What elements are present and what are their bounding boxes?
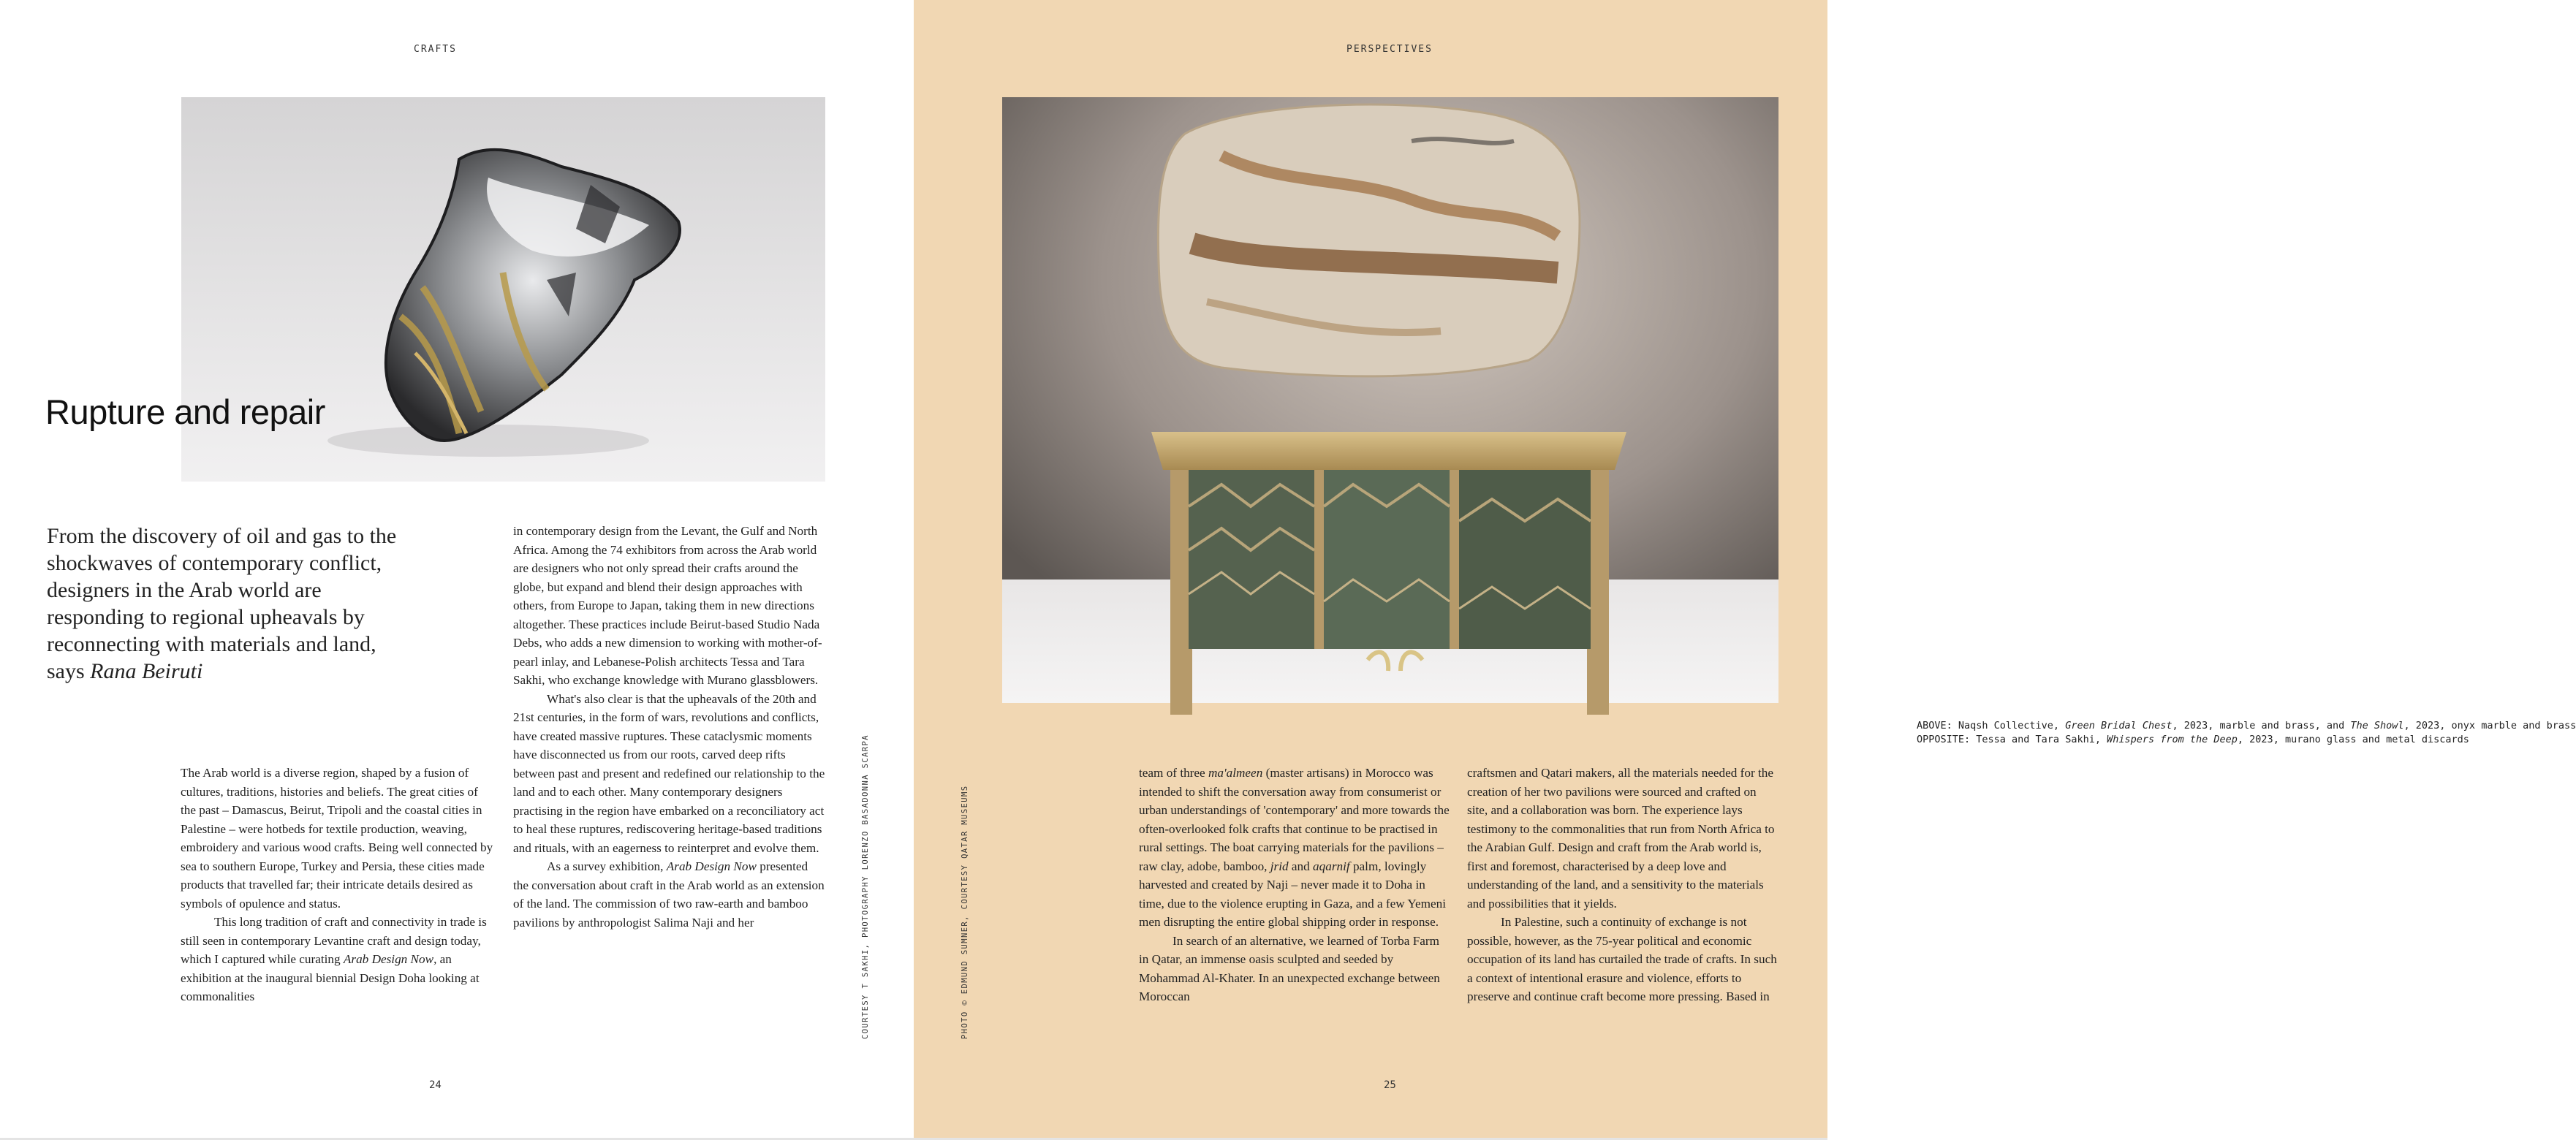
page-number: 24 <box>429 1079 442 1091</box>
paragraph: The Arab world is a diverse region, shaped by a fusion of cultures, traditions, histories and beliefs. The great cities of the past – Damascus, Beirut, Tripoli and the coastal cities in Palestine – were hotbeds for textile production, weaving, embroidery and various wood crafts. Being well connected by sea to southern Europe, Turkey and Persia, these cities made products that travelled far; their intricate details desired as symbols of opulence and status. <box>181 766 493 911</box>
paragraph <box>1139 764 1450 932</box>
chest-photo <box>1002 97 1778 703</box>
paragraph: What's also clear is that the upheavals of the 20th and 21st centuries, in the form of wars, revolutions and conflicts, have created massive ruptures. These cataclysmic moments have disconnected us from our roots, carved deep rifts between past and present and redefined our relationship to the land and to each other. Many contemporary designers practising in the region have embarked on a reconciliatory act to heal these ruptures, rediscovering heritage-based traditions and rituals, with an eagerness to reinterpret and evolve them. <box>513 691 825 855</box>
text-span: presented the conversation about craft in the Arab world as an extension of the land. The commission of two raw-earth and bamboo pavilions by anthropologist Salima Naji and her <box>513 859 825 930</box>
text-span: and <box>1291 859 1310 873</box>
italic-term: ma'almeen <box>1208 766 1263 780</box>
text-span: palm, lovingly harvested and created by Naji – never made it to Doha in time, due to the violence erupting in Gaza, and a few Yemeni men disrupting the entire global shipping order in response. <box>1139 859 1447 929</box>
paragraph: In search of an alternative, we learned of Torba Farm in Qatar, an immense oasis sculpted and seeded by Mohammad Al-Khater. In an unexpected exchange between Moroccan <box>1139 933 1440 1003</box>
author-name: Rana Beiruti <box>90 659 203 683</box>
paragraph <box>181 913 495 1006</box>
exhibition-title: Arab Design Now <box>666 859 757 873</box>
paragraph: in contemporary design from the Levant, the Gulf and North Africa. Among the 74 exhibitors from across the Arab world are designers who not only spread their crafts around the globe, but expand and blend their design approaches with others, from Europe to Japan, taking them in new directions altogether. These practices include Beirut-based Studio Nada Debs, who adds a new dimension to working with mother-of-pearl inlay, and Lebanese-Polish architects Tessa and Tara Sakhi, who exchange knowledge with Murano glassblowers. <box>513 524 822 687</box>
text-span: , an exhibition at the inaugural biennial Design Doha looking at commonalities <box>181 952 480 1003</box>
photo-credit: PHOTO © EDMUND SUMNER, COURTESY QATAR MUSEUMS <box>961 785 969 1039</box>
text-span: ABOVE: Naqsh Collective, <box>1917 720 2060 732</box>
work-title: The Showl <box>2350 720 2404 732</box>
section-label: PERSPECTIVES <box>1346 44 1433 55</box>
text-span: This long tradition of craft and connectivity in trade is still seen in contemporary Levantine craft and design today, which I captured while curating <box>181 915 487 966</box>
text-span: , 2023, murano glass and metal discards <box>2237 734 2469 745</box>
text-span: , 2023, marble and brass, and <box>2172 720 2345 732</box>
paragraph: craftsmen and Qatari makers, all the materials needed for the creation of her two pavilions were sourced and crafted on site, and a collaboration was born. The experience lays testimony to the commonalities that run from North Africa to the Arabian Gulf. Design and craft from the Arab world is, first and foremost, characterised by a deep love and understanding of the land, and a sensitivity to the materials and possibilities that it yields. <box>1467 766 1775 911</box>
italic-term: aqarnif <box>1313 859 1350 873</box>
text-span: (master artisans) in Morocco was intended to shift the conversation away from consumerist or urban understandings of 'contemporary' and more towards the often-overlooked folk crafts that continue to be practised in rural settings. The boat carrying materials for the pavilions – raw clay, adobe, bamboo, <box>1139 766 1450 873</box>
work-title: Whispers from the Deep <box>2107 734 2238 745</box>
body-column-1 <box>181 764 495 1006</box>
work-title: Green Bridal Chest <box>2065 720 2172 732</box>
caption-line <box>1917 733 2576 747</box>
caption-line <box>1917 719 2576 733</box>
photo-caption <box>1917 719 2576 747</box>
paragraph: In Palestine, such a continuity of exchange is not possible, however, as the 75-year political and economic occupation of its land has curtailed the trade of crafts. In such a context of intentional erasure and violence, efforts to preserve and continue craft become more pressing. Based in <box>1467 915 1777 1003</box>
exhibition-title: Arab Design Now <box>343 952 434 966</box>
text-span: As a survey exhibition, <box>547 859 664 873</box>
text-span: OPPOSITE: Tessa and Tara Sakhi, <box>1917 734 2101 745</box>
right-page <box>914 0 2576 1140</box>
section-label: CRAFTS <box>414 44 457 55</box>
photo-credit: COURTESY T SAKHI, PHOTOGRAPHY LORENZO BASADONNA SCARPA <box>861 734 870 1039</box>
text-span: , 2023, onyx marble and brass <box>2403 720 2576 732</box>
body-column-3 <box>1139 764 1450 1006</box>
standfirst <box>47 522 412 685</box>
body-column-4 <box>1467 764 1778 1006</box>
italic-term: jrid <box>1270 859 1289 873</box>
body-column-2 <box>513 522 826 932</box>
text-span: team of three <box>1139 766 1205 780</box>
standfirst-text: From the discovery of oil and gas to the shockwaves of contemporary conflict, designers in the Arab world are responding to regional upheavals by reconnecting with materials and land, says <box>47 524 397 683</box>
paragraph <box>513 857 826 932</box>
left-page <box>0 0 914 1140</box>
article-title: Rupture and repair <box>45 392 325 431</box>
page-number: 25 <box>1384 1079 1396 1091</box>
